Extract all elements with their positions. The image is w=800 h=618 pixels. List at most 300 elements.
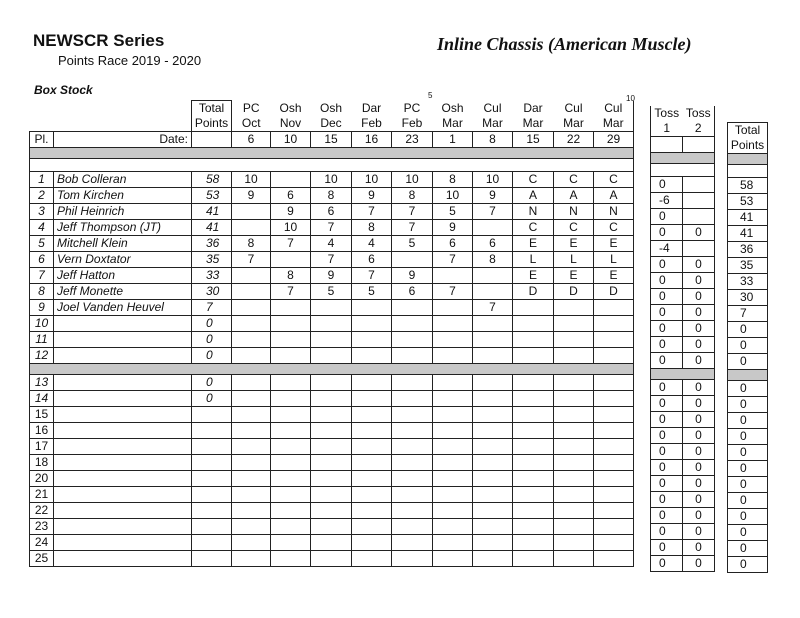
- final-total-value: 58: [728, 178, 768, 194]
- race-points: [232, 455, 271, 471]
- race-points: N: [513, 204, 554, 220]
- race-points: [473, 503, 513, 519]
- final-total-value: 0: [728, 338, 768, 354]
- final-total-value: 0: [728, 354, 768, 370]
- driver-name: Jeff Thompson (JT): [54, 220, 192, 236]
- race-points: [271, 252, 311, 268]
- total-points: 41: [192, 204, 232, 220]
- race-points: E: [594, 268, 634, 284]
- race-points: [392, 348, 433, 364]
- race-header-track: PC: [403, 100, 421, 115]
- final-total-value: 0: [728, 525, 768, 541]
- race-points: [513, 316, 554, 332]
- race-points: [352, 332, 392, 348]
- race-points: [352, 316, 392, 332]
- table-row: [728, 525, 768, 541]
- table-row: [651, 556, 715, 572]
- table-row: [728, 226, 768, 242]
- total-points: 7: [192, 300, 232, 316]
- race-points: 10: [311, 172, 352, 188]
- race-points: [473, 268, 513, 284]
- race-points: [392, 551, 433, 567]
- toss-2-value: 0: [683, 508, 715, 524]
- race-points: [271, 519, 311, 535]
- race-points: C: [513, 172, 554, 188]
- driver-name: [54, 487, 192, 503]
- race-points: [473, 348, 513, 364]
- race-points: [513, 503, 554, 519]
- table-row: [30, 204, 634, 220]
- race-points: [392, 535, 433, 551]
- total-points: [192, 423, 232, 439]
- race-points: 4: [311, 236, 352, 252]
- race-points: [392, 503, 433, 519]
- race-points: [554, 423, 594, 439]
- race-points: [352, 300, 392, 316]
- race-points: [473, 316, 513, 332]
- race-points: 9: [311, 268, 352, 284]
- driver-name: [54, 348, 192, 364]
- final-total-value: 0: [728, 493, 768, 509]
- race-points: [473, 375, 513, 391]
- table-row: [728, 274, 768, 290]
- toss-2-value: 0: [683, 305, 715, 321]
- driver-name: [54, 423, 192, 439]
- driver-name: [54, 316, 192, 332]
- race-points: [232, 503, 271, 519]
- race-points: 7: [271, 236, 311, 252]
- table-row: [651, 428, 715, 444]
- race-points: 7: [311, 252, 352, 268]
- place-number: 6: [30, 252, 54, 268]
- driver-name: Jeff Monette: [54, 284, 192, 300]
- race-points: [473, 535, 513, 551]
- race-points: [513, 471, 554, 487]
- race-points: [433, 316, 473, 332]
- toss-header-number: 2: [683, 121, 715, 137]
- race-points: 7: [232, 252, 271, 268]
- table-row: [728, 509, 768, 525]
- race-points: [554, 391, 594, 407]
- toss-2-value: 0: [683, 460, 715, 476]
- table-row: [651, 257, 715, 273]
- total-points: 0: [192, 332, 232, 348]
- race-points: [232, 300, 271, 316]
- race-header-track: Cul: [483, 100, 502, 115]
- table-row: [728, 354, 768, 370]
- total-points: 0: [192, 375, 232, 391]
- race-points: [232, 391, 271, 407]
- race-points: [352, 519, 392, 535]
- table-row: [651, 396, 715, 412]
- toss-2-value: 0: [683, 273, 715, 289]
- race-points: E: [554, 268, 594, 284]
- race-points: [554, 375, 594, 391]
- race-date: 16: [352, 132, 392, 148]
- toss-1-value: 0: [651, 321, 683, 337]
- race-points: E: [594, 236, 634, 252]
- race-points: [271, 172, 311, 188]
- race-points: 8: [352, 220, 392, 236]
- race-points: [594, 407, 634, 423]
- blank-cell: [54, 101, 192, 117]
- toss-1-value: 0: [651, 273, 683, 289]
- table-row: [30, 439, 634, 455]
- place-number: 13: [30, 375, 54, 391]
- table-row: [651, 412, 715, 428]
- race-points: [311, 332, 352, 348]
- table-row: [728, 306, 768, 322]
- total-points: [192, 471, 232, 487]
- race-points: [232, 348, 271, 364]
- toss-1-value: 0: [651, 444, 683, 460]
- table-row: [728, 210, 768, 226]
- table-row: [728, 290, 768, 306]
- race-points: [271, 423, 311, 439]
- race-points: [473, 519, 513, 535]
- final-total-value: 35: [728, 258, 768, 274]
- race-points: [392, 252, 433, 268]
- race-points: [554, 439, 594, 455]
- race-points: [311, 375, 352, 391]
- race-points: [594, 487, 634, 503]
- race-points: [473, 284, 513, 300]
- race-points: [433, 487, 473, 503]
- race-date: 8: [473, 132, 513, 148]
- final-total-value: 0: [728, 477, 768, 493]
- toss-1-value: -6: [651, 193, 683, 209]
- race-points: C: [513, 220, 554, 236]
- race-header-month: Oct: [241, 116, 261, 130]
- spacer-row: [651, 164, 715, 177]
- race-points: C: [594, 172, 634, 188]
- toss-1-value: 0: [651, 412, 683, 428]
- table-row: [30, 391, 634, 407]
- final-total-value: 0: [728, 461, 768, 477]
- driver-name: [54, 519, 192, 535]
- race-header-month: Dec: [320, 116, 342, 130]
- race-points: [554, 471, 594, 487]
- race-points: [271, 535, 311, 551]
- race-points: [232, 268, 271, 284]
- race-points: [513, 439, 554, 455]
- race-points: 8: [433, 172, 473, 188]
- final-total-value: 0: [728, 413, 768, 429]
- race-points: [392, 332, 433, 348]
- race-points: [232, 471, 271, 487]
- race-points: [232, 204, 271, 220]
- final-total-value: 7: [728, 306, 768, 322]
- race-header-track: Dar: [361, 100, 382, 115]
- table-row: [30, 487, 634, 503]
- race-points: L: [554, 252, 594, 268]
- table-row: [30, 188, 634, 204]
- total-points: 58: [192, 172, 232, 188]
- table-row: [30, 236, 634, 252]
- race-points: [271, 487, 311, 503]
- table-row: [728, 413, 768, 429]
- race-points: [554, 300, 594, 316]
- race-points: [433, 439, 473, 455]
- race-points: 7: [433, 252, 473, 268]
- race-points: [554, 316, 594, 332]
- race-points: 9: [232, 188, 271, 204]
- driver-name: [54, 551, 192, 567]
- table-row: [30, 503, 634, 519]
- table-row: [30, 252, 634, 268]
- toss-2-value: 0: [683, 556, 715, 572]
- table-row: [728, 477, 768, 493]
- race-points: [311, 407, 352, 423]
- race-points: [392, 487, 433, 503]
- race-points: [473, 332, 513, 348]
- total-points: [192, 519, 232, 535]
- race-points: [433, 455, 473, 471]
- place-number: 7: [30, 268, 54, 284]
- driver-name: [54, 391, 192, 407]
- driver-name: [54, 471, 192, 487]
- place-number: 5: [30, 236, 54, 252]
- race-points: 5: [433, 204, 473, 220]
- toss-1-value: 0: [651, 460, 683, 476]
- race-points: D: [513, 284, 554, 300]
- table-row: [30, 407, 634, 423]
- column-mark-5: 5: [428, 91, 433, 100]
- race-points: [311, 423, 352, 439]
- race-points: A: [554, 188, 594, 204]
- table-row: [651, 209, 715, 225]
- toss-2-value: 0: [683, 492, 715, 508]
- table-row: [30, 519, 634, 535]
- race-points: [513, 375, 554, 391]
- race-header-track: PC: [242, 100, 260, 115]
- toss-2-value: 0: [683, 257, 715, 273]
- toss-1-value: 0: [651, 289, 683, 305]
- race-points: [352, 423, 392, 439]
- race-points: [594, 316, 634, 332]
- race-points: [433, 268, 473, 284]
- race-points: 5: [392, 236, 433, 252]
- race-points: [594, 455, 634, 471]
- final-total-value: 0: [728, 322, 768, 338]
- table-row: [651, 337, 715, 353]
- final-total-value: 41: [728, 210, 768, 226]
- toss-2-value: [683, 193, 715, 209]
- driver-name: [54, 332, 192, 348]
- race-points: [232, 423, 271, 439]
- race-points: 7: [392, 220, 433, 236]
- table-row: [30, 348, 634, 364]
- table-row: [30, 551, 634, 567]
- table-row: [30, 535, 634, 551]
- final-total-value: 0: [728, 429, 768, 445]
- race-points: [554, 455, 594, 471]
- toss-1-value: 0: [651, 524, 683, 540]
- toss-1-value: 0: [651, 428, 683, 444]
- race-header-month: Feb: [361, 116, 382, 130]
- separator-row-top: [30, 148, 634, 159]
- race-points: [311, 391, 352, 407]
- race-points: 8: [392, 188, 433, 204]
- race-header-track: Cul: [594, 101, 634, 117]
- race-points: [271, 300, 311, 316]
- race-points: [311, 439, 352, 455]
- final-total-value: 36: [728, 242, 768, 258]
- race-points: 5: [352, 284, 392, 300]
- final-total-value: 53: [728, 194, 768, 210]
- spacer-row: [30, 159, 634, 172]
- race-points: 7: [473, 204, 513, 220]
- table-row: [651, 540, 715, 556]
- final-total-value: 41: [728, 226, 768, 242]
- blank-cell: [651, 137, 683, 153]
- table-row: [728, 429, 768, 445]
- toss-header-number: 1: [651, 121, 683, 137]
- race-points: 7: [392, 204, 433, 220]
- toss-2-value: 0: [683, 225, 715, 241]
- table-row: [651, 353, 715, 369]
- race-points: 9: [433, 220, 473, 236]
- driver-name: [54, 535, 192, 551]
- toss-1-value: 0: [651, 257, 683, 273]
- table-row: [728, 461, 768, 477]
- total-date-cell: [192, 132, 232, 148]
- place-number: 11: [30, 332, 54, 348]
- race-points: [392, 300, 433, 316]
- race-header-month: Mar: [522, 116, 544, 130]
- toss-2-value: 0: [683, 396, 715, 412]
- race-points: [232, 551, 271, 567]
- race-points: [392, 316, 433, 332]
- race-points: [352, 348, 392, 364]
- race-points: 10: [473, 172, 513, 188]
- race-points: 6: [352, 252, 392, 268]
- race-points: 4: [352, 236, 392, 252]
- separator-row-top: [728, 154, 768, 165]
- race-points: [232, 220, 271, 236]
- race-points: [513, 407, 554, 423]
- race-points: [513, 535, 554, 551]
- race-points: 10: [232, 172, 271, 188]
- race-points: [271, 375, 311, 391]
- table-row: [30, 423, 634, 439]
- driver-name: [54, 455, 192, 471]
- race-points: 7: [311, 220, 352, 236]
- place-number: 23: [30, 519, 54, 535]
- race-points: [433, 332, 473, 348]
- race-points: [554, 551, 594, 567]
- race-points: [554, 487, 594, 503]
- race-points: [513, 455, 554, 471]
- blank-cell: [30, 116, 54, 132]
- spacer-row: [728, 165, 768, 178]
- race-points: [271, 551, 311, 567]
- toss-1-value: 0: [651, 556, 683, 572]
- race-points: [352, 551, 392, 567]
- race-date: 23: [392, 132, 433, 148]
- toss-2-value: 0: [683, 337, 715, 353]
- toss-1-value: 0: [651, 177, 683, 193]
- race-points: [594, 391, 634, 407]
- final-total-header-bottom: Points: [728, 138, 768, 154]
- race-header-track: Dar: [523, 100, 543, 115]
- race-points: [433, 375, 473, 391]
- race-points: A: [513, 188, 554, 204]
- place-number: 2: [30, 188, 54, 204]
- race-points: 9: [271, 204, 311, 220]
- race-points: [513, 423, 554, 439]
- race-points: [392, 375, 433, 391]
- race-points: [232, 487, 271, 503]
- race-points: [232, 519, 271, 535]
- race-points: C: [594, 220, 634, 236]
- date-header: Date:: [54, 132, 192, 148]
- table-row: [728, 178, 768, 194]
- race-points: [433, 407, 473, 423]
- race-points: 8: [473, 252, 513, 268]
- race-header-track: Cul: [564, 100, 583, 115]
- final-total-value: 0: [728, 445, 768, 461]
- race-points: [352, 471, 392, 487]
- table-row: [651, 305, 715, 321]
- race-points: [554, 503, 594, 519]
- table-row: [30, 471, 634, 487]
- total-points: [192, 487, 232, 503]
- race-points: [554, 519, 594, 535]
- place-number: 10: [30, 316, 54, 332]
- place-number: 1: [30, 172, 54, 188]
- race-points: [554, 348, 594, 364]
- race-points: L: [594, 252, 634, 268]
- table-row: [728, 194, 768, 210]
- race-points: 6: [433, 236, 473, 252]
- final-total-value: 30: [728, 290, 768, 306]
- race-points: [594, 503, 634, 519]
- total-points: [192, 439, 232, 455]
- race-points: [311, 348, 352, 364]
- race-points: [433, 300, 473, 316]
- table-row: [728, 322, 768, 338]
- race-points: [594, 535, 634, 551]
- race-points: 7: [271, 284, 311, 300]
- race-points: [554, 535, 594, 551]
- race-points: [554, 407, 594, 423]
- toss-1-value: 0: [651, 476, 683, 492]
- chassis-title: Inline Chassis (American Muscle): [437, 34, 692, 54]
- place-number: 4: [30, 220, 54, 236]
- race-points: [594, 519, 634, 535]
- race-points: 6: [392, 284, 433, 300]
- place-number: 25: [30, 551, 54, 567]
- race-header-month: Mar: [442, 116, 463, 130]
- race-points: N: [554, 204, 594, 220]
- driver-name: Mitchell Klein: [54, 236, 192, 252]
- race-points: 9: [473, 188, 513, 204]
- race-header-track: Osh: [319, 100, 342, 115]
- place-number: 18: [30, 455, 54, 471]
- table-row: [728, 541, 768, 557]
- driver-name: Jeff Hatton: [54, 268, 192, 284]
- toss-header-top: Toss: [683, 106, 715, 121]
- race-points: [232, 407, 271, 423]
- race-points: [311, 471, 352, 487]
- race-points: D: [594, 284, 634, 300]
- table-row: [651, 177, 715, 193]
- table-row: [651, 476, 715, 492]
- race-points: [352, 439, 392, 455]
- driver-name: Phil Heinrich: [54, 204, 192, 220]
- total-points: 0: [192, 348, 232, 364]
